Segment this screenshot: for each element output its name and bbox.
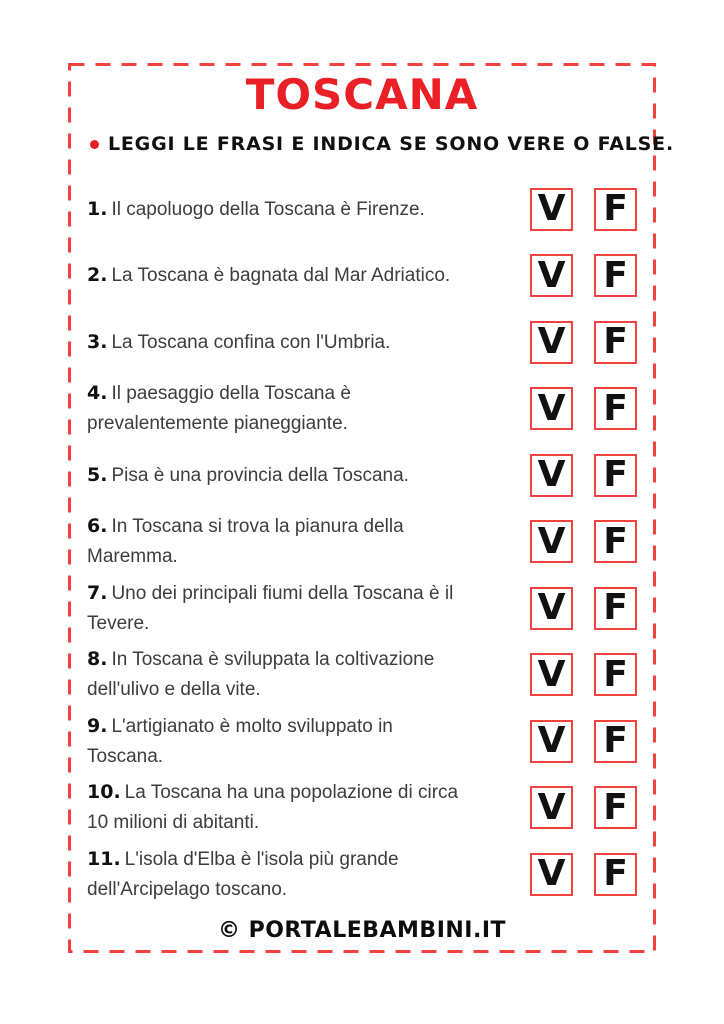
- question-line: La Toscana confina con l'Umbria.: [111, 331, 391, 353]
- answer-box-true[interactable]: V: [530, 853, 573, 896]
- question-number: 4.: [87, 382, 108, 405]
- question-number: 8.: [87, 648, 108, 671]
- answer-boxes: [530, 321, 637, 364]
- answer-boxes: [530, 454, 637, 497]
- question-row: [87, 176, 637, 243]
- footer-credit: © PORTALEBAMBINI.IT: [217, 918, 507, 943]
- question-text: [87, 194, 530, 225]
- question-text: [87, 378, 530, 439]
- question-row: [87, 309, 637, 376]
- bullet-icon: [90, 140, 99, 149]
- question-line: prevalentemente pianeggiante.: [87, 413, 348, 435]
- question-line: Il paesaggio della Toscana è: [111, 383, 351, 405]
- question-line: Pisa è una provincia della Toscana.: [111, 464, 409, 486]
- answer-box-true[interactable]: V: [530, 454, 573, 497]
- question-line: In Toscana è sviluppata la coltivazione: [111, 649, 435, 671]
- question-list: [87, 176, 637, 908]
- answer-box-false[interactable]: F: [594, 254, 637, 297]
- answer-box-false[interactable]: F: [594, 853, 637, 896]
- answer-box-false[interactable]: F: [594, 188, 637, 231]
- question-row: [87, 243, 637, 310]
- question-line: Tevere.: [87, 612, 150, 634]
- question-line: Il capoluogo della Toscana è Firenze.: [111, 198, 425, 220]
- question-row: [87, 775, 637, 842]
- question-row: [87, 575, 637, 642]
- answer-box-true[interactable]: V: [530, 786, 573, 829]
- question-number: 3.: [87, 330, 108, 353]
- answer-box-false[interactable]: F: [594, 454, 637, 497]
- page-title: TOSCANA: [245, 70, 479, 119]
- question-line: Toscana.: [87, 745, 164, 767]
- question-row: [87, 708, 637, 775]
- question-line: La Toscana ha una popolazione di circa: [124, 782, 459, 804]
- answer-boxes: [530, 853, 637, 896]
- question-number: 5.: [87, 463, 108, 486]
- answer-box-true[interactable]: V: [530, 720, 573, 763]
- answer-box-true[interactable]: V: [530, 653, 573, 696]
- question-row: [87, 841, 637, 908]
- answer-box-false[interactable]: F: [594, 653, 637, 696]
- question-text: [87, 578, 530, 639]
- question-row: [87, 376, 637, 443]
- instruction-text: LEGGI LE FRASI E INDICA SE SONO VERE O FALSE.: [108, 133, 674, 155]
- question-text: [87, 511, 530, 572]
- answer-box-true[interactable]: V: [530, 188, 573, 231]
- answer-box-false[interactable]: F: [594, 387, 637, 430]
- question-text: [87, 260, 530, 291]
- question-number: 1.: [87, 197, 108, 220]
- answer-boxes: [530, 387, 637, 430]
- question-line: 10 milioni di abitanti.: [87, 812, 260, 834]
- question-line: dell'Arcipelago toscano.: [87, 878, 288, 900]
- answer-box-true[interactable]: V: [530, 254, 573, 297]
- answer-boxes: [530, 587, 637, 630]
- question-line: La Toscana è bagnata dal Mar Adriatico.: [111, 265, 451, 287]
- question-row: [87, 509, 637, 576]
- answer-box-false[interactable]: F: [594, 520, 637, 563]
- question-line: Maremma.: [87, 546, 178, 568]
- question-text: [87, 711, 530, 772]
- answer-box-true[interactable]: V: [530, 587, 573, 630]
- question-line: L'isola d'Elba è l'isola più grande: [124, 848, 399, 870]
- question-number: 11.: [87, 847, 121, 870]
- answer-boxes: [530, 653, 637, 696]
- answer-boxes: [530, 720, 637, 763]
- answer-box-true[interactable]: V: [530, 520, 573, 563]
- question-text: [87, 844, 530, 905]
- question-line: dell'ulivo e della vite.: [87, 679, 261, 701]
- answer-boxes: [530, 520, 637, 563]
- question-number: 6.: [87, 515, 108, 538]
- question-text: [87, 644, 530, 705]
- question-number: 10.: [87, 781, 121, 804]
- answer-boxes: [530, 254, 637, 297]
- answer-box-false[interactable]: F: [594, 587, 637, 630]
- answer-box-false[interactable]: F: [594, 321, 637, 364]
- answer-boxes: [530, 786, 637, 829]
- question-line: L'artigianato è molto sviluppato in: [111, 715, 393, 737]
- answer-box-false[interactable]: F: [594, 720, 637, 763]
- question-line: Uno dei principali fiumi della Toscana è il: [111, 582, 454, 604]
- question-row: [87, 642, 637, 709]
- question-text: [87, 460, 530, 491]
- question-line: In Toscana si trova la pianura della: [111, 516, 404, 538]
- question-text: [87, 327, 530, 358]
- question-number: 9.: [87, 714, 108, 737]
- question-number: 2.: [87, 264, 108, 287]
- answer-boxes: [530, 188, 637, 231]
- question-text: [87, 777, 530, 838]
- instruction-row: [90, 133, 674, 155]
- question-number: 7.: [87, 581, 108, 604]
- answer-box-true[interactable]: V: [530, 321, 573, 364]
- question-row: [87, 442, 637, 509]
- answer-box-false[interactable]: F: [594, 786, 637, 829]
- answer-box-true[interactable]: V: [530, 387, 573, 430]
